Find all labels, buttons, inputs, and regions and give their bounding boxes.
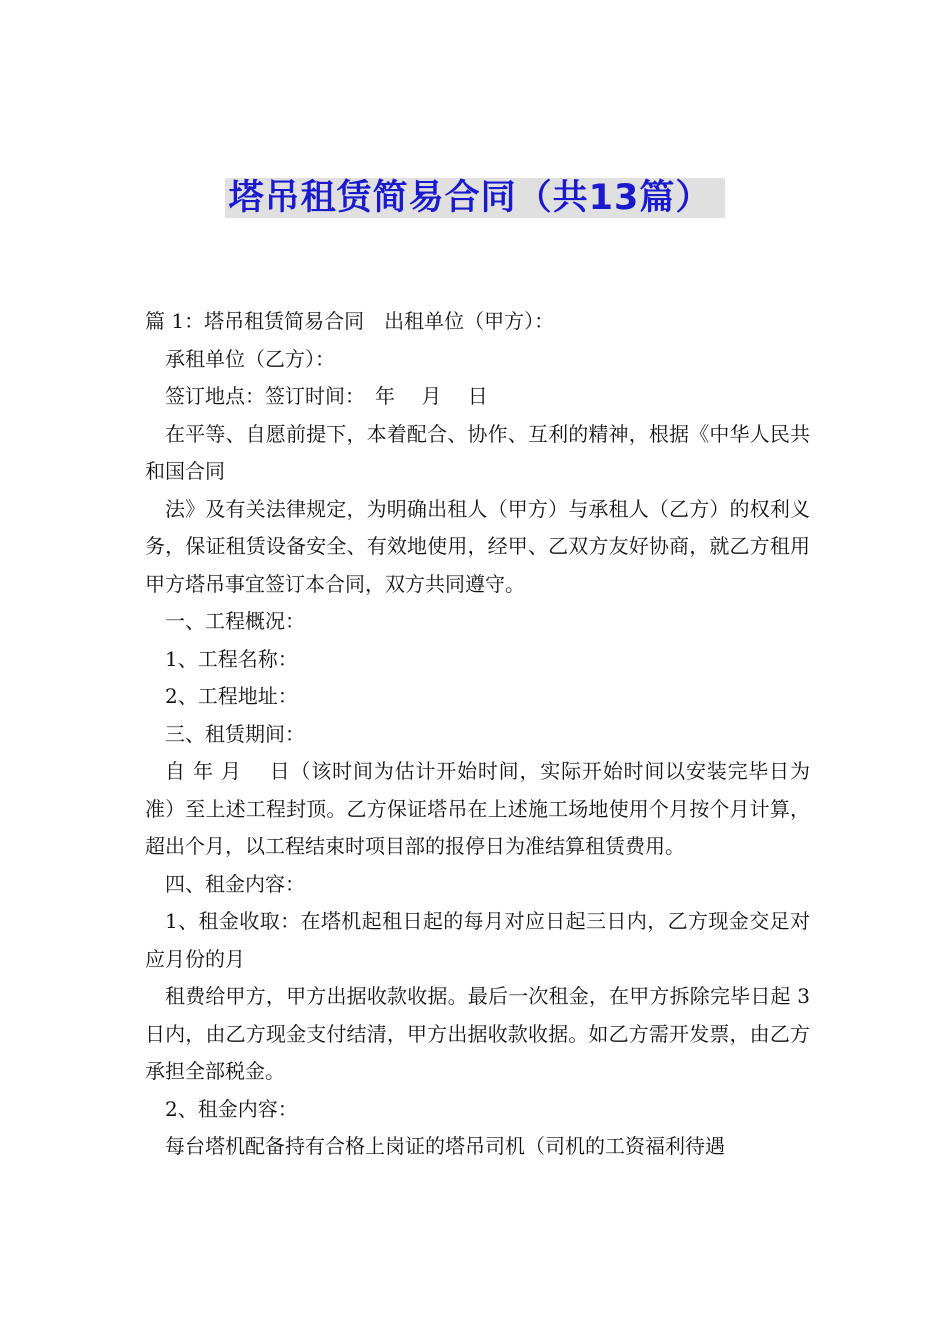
paragraph: 每台塔机配备持有合格上岗证的塔吊司机（司机的工资福利待遇 bbox=[165, 1134, 725, 1158]
paragraph: 租费给甲方，甲方出据收款收据。最后一次租金，在甲方拆除完毕日起 3 日内，由乙方现金支付结清，甲方出据收款收据。如乙方需开发票，由乙方承担全部税金。 bbox=[145, 984, 810, 1083]
paragraph: 1、租金收取：在塔机起租日起的每月对应日起三日内，乙方现金交足对应月份的月 bbox=[145, 909, 810, 971]
document-title: 塔吊租赁简易合同（共13篇） bbox=[225, 178, 726, 218]
paragraph: 承租单位（乙方）： bbox=[165, 346, 335, 371]
document-body bbox=[145, 303, 810, 1166]
paragraph: 法》及有关法律规定，为明确出租人（甲方）与承租人（乙方）的权利义务，保证租赁设备安全、有效地使用，经甲、乙双方友好协商，就乙方租用甲方塔吊事宜签订本合同，双方共同遵守。 bbox=[145, 496, 810, 596]
paragraph: 一、工程概况： bbox=[165, 609, 305, 633]
title-wrap bbox=[0, 178, 950, 218]
paragraph: 三、租赁期间： bbox=[165, 721, 305, 746]
paragraph: 自 年 月 日（该时间为估计开始时间，实际开始时间以安装完毕日为准）至上述工程封顶。乙方保证塔吊在上述施工场地使用个月按个月计算，超出个月，以工程结束时项目部的报停日为准结算租赁费用。 bbox=[145, 759, 810, 858]
paragraph: 篇 1：塔吊租赁简易合同 出租单位（甲方）： bbox=[145, 309, 555, 333]
paragraph: 签订地点：签订时间： 年 月 日 bbox=[165, 384, 488, 408]
paragraph: 四、租金内容： bbox=[165, 871, 305, 896]
paragraph: 在平等、自愿前提下，本着配合、协作、互利的精神，根据《中华人民共和国合同 bbox=[145, 421, 810, 483]
paragraph: 1、工程名称： bbox=[165, 646, 298, 671]
paragraph: 2、租金内容： bbox=[165, 1096, 298, 1121]
paragraph: 2、工程地址： bbox=[165, 684, 298, 708]
